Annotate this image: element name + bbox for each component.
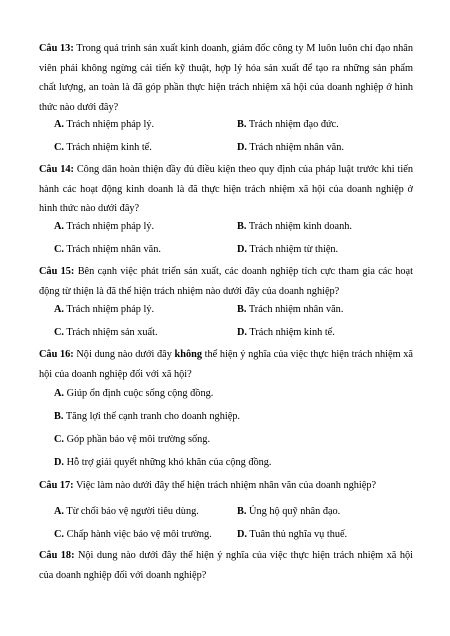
option-c: C. Trách nhiệm sản xuất. xyxy=(54,327,158,338)
question-number: Câu 17: xyxy=(39,480,74,491)
option-b: B. Tăng lợi thế cạnh tranh cho doanh nghiệp. xyxy=(54,411,240,422)
option-c: C. Trách nhiệm nhân văn. xyxy=(54,244,161,255)
option-a: A. Trách nhiệm pháp lý. xyxy=(54,119,155,130)
option-a: A. Trách nhiệm pháp lý. xyxy=(54,221,155,232)
question-14 xyxy=(39,160,413,219)
option-b: B. Trách nhiệm đạo đức. xyxy=(237,119,339,130)
question-text: Bên cạnh việc phát triển sản xuất, các doanh nghiệp tích cực tham gia các hoạt động từ thiện là đã thể hiện trách nhiệm nào dưới đây của doanh nghiệp? xyxy=(39,266,413,297)
question-text: Công dân hoàn thiện đầy đủ điều kiện theo quy định của pháp luật trước khi tiến hành các hoạt động kinh doanh là đã thực hiện trách nhiệm xã hội của doanh nghiệp ở hình thức nào dưới đây? xyxy=(39,164,413,214)
option-c: C. Trách nhiệm kinh tế. xyxy=(54,142,152,153)
question-17 xyxy=(39,476,413,496)
question-number: Câu 14: xyxy=(39,164,74,175)
question-15 xyxy=(39,262,413,301)
question-number: Câu 18: xyxy=(39,550,75,561)
question-number: Câu 13: xyxy=(39,43,74,54)
option-d: D. Trách nhiệm nhân văn. xyxy=(237,142,344,153)
emphasis-not: không xyxy=(174,349,202,360)
question-13 xyxy=(39,39,413,117)
option-a: A. Trách nhiệm pháp lý. xyxy=(54,304,155,315)
option-a: A. Từ chối bảo vệ người tiêu dùng. xyxy=(54,506,199,517)
option-c: C. Chấp hành việc bảo vệ môi trường. xyxy=(54,529,212,540)
option-d: D. Hỗ trợ giải quyết những khó khăn của cộng đồng. xyxy=(54,457,272,468)
question-text: Nội dung nào dưới đây thể hiện ý nghĩa của việc thực hiện trách nhiệm xã hội của doanh nghiệp đối với doanh nghiệp? xyxy=(39,550,413,581)
option-c: C. Góp phần bảo vệ môi trường sống. xyxy=(54,434,211,445)
question-number: Câu 16: xyxy=(39,349,74,360)
question-text: Trong quá trình sản xuất kinh doanh, giám đốc công ty M luôn luôn chỉ đạo nhân viên phải không ngừng cải tiến kỹ thuật, hợp lý hóa sản xuất để tạo ra những sản phẩm chất lượng, an toàn là đã góp phần thực hiện trách nhiệm xã hội của doanh nghiệp ở hình thức nào dưới đây? xyxy=(39,43,413,113)
option-a: A. Giúp ổn định cuộc sống cộng đồng. xyxy=(54,388,214,399)
option-b: B. Trách nhiệm nhân văn. xyxy=(237,304,344,315)
question-18 xyxy=(39,546,413,585)
option-d: D. Tuân thủ nghĩa vụ thuế. xyxy=(237,529,348,540)
question-text: Việc làm nào dưới đây thể hiện trách nhiệm nhân văn của doanh nghiệp? xyxy=(76,480,377,491)
option-b: B. Trách nhiệm kinh doanh. xyxy=(237,221,352,232)
option-d: D. Trách nhiệm từ thiện. xyxy=(237,244,339,255)
option-b: B. Ủng hộ quỹ nhân đạo. xyxy=(237,506,341,517)
option-d: D. Trách nhiệm kinh tế. xyxy=(237,327,335,338)
question-number: Câu 15: xyxy=(39,266,75,277)
question-16: Câu 16: Nội dung nào dưới đây không thể hiện ý nghĩa của việc thực hiện trách nhiệm xã hội của doanh nghiệp đối với xã hội? xyxy=(39,349,414,380)
